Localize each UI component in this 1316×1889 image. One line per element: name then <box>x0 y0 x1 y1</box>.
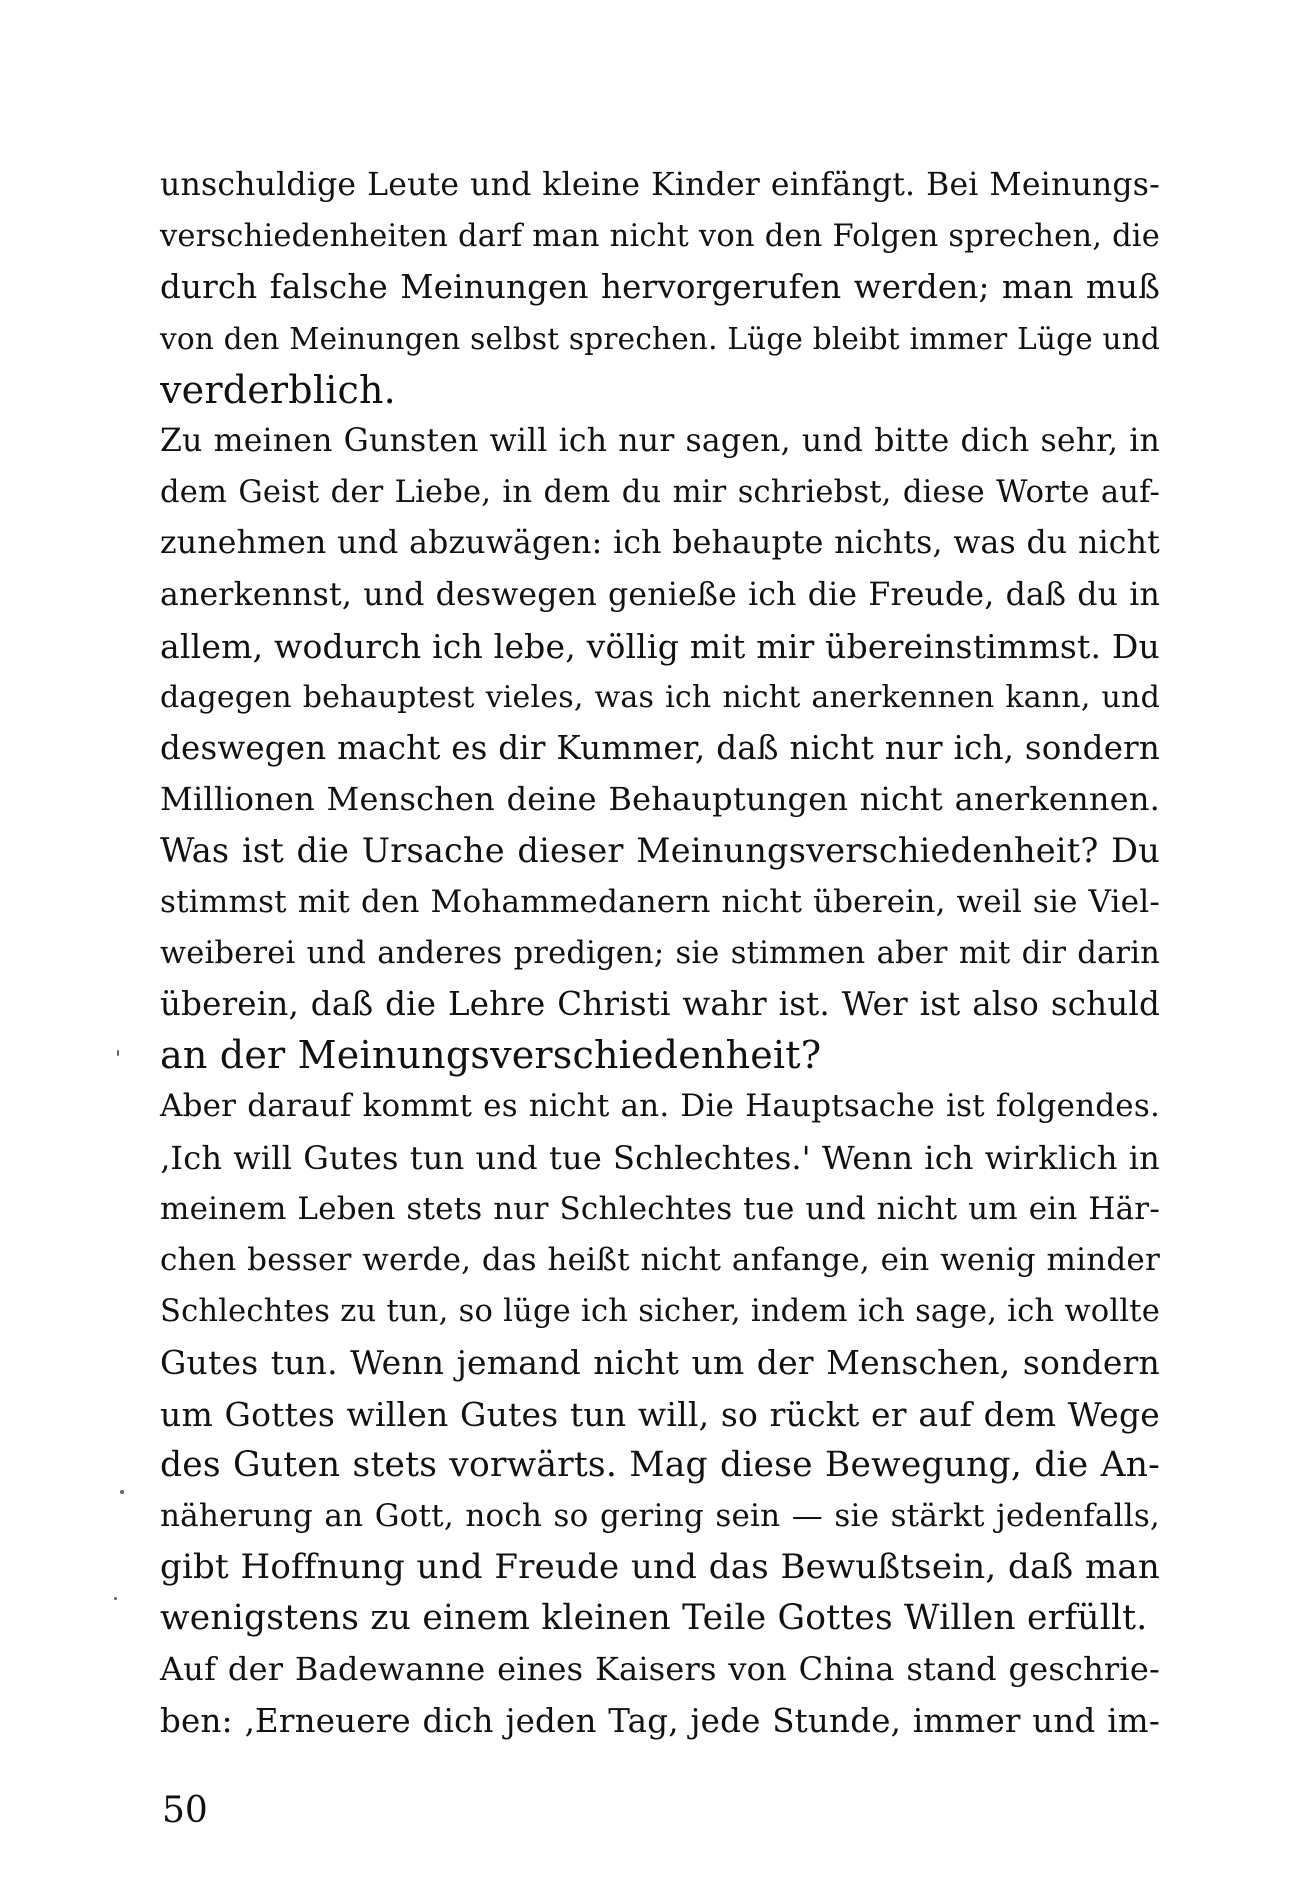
text-line: verderblich. <box>160 367 396 412</box>
text-line: überein, daß die Lehre Christi wahr ist. Wer ist also schuld <box>160 985 1160 1023</box>
text-line: Was ist die Ursache dieser Meinungsverschiedenheit? Du <box>160 831 1160 871</box>
text-line: weiberei und anderes predigen; sie stimmen aber mit dir darin <box>160 935 1160 971</box>
text-line: anerkennst, und deswegen genieße ich die Freude, daß du in <box>160 576 1160 613</box>
text-line: Zu meinen Gunsten will ich nur sagen, und bitte dich sehr, in <box>160 422 1160 459</box>
text-line: an der Meinungsverschiedenheit? <box>160 1033 822 1078</box>
text-line: Schlechtes zu tun, so lüge ich sicher, indem ich sage, ich wollte <box>160 1294 1160 1330</box>
text-line: ‚Ich will Gutes tun und tue Schlechtes.' Wenn ich wirklich in <box>160 1138 1160 1177</box>
text-line: zunehmen und abzuwägen: ich behaupte nichts, was du nicht <box>160 525 1160 562</box>
print-speck <box>117 1050 119 1056</box>
text-line: gibt Hoffnung und Freude und das Bewußtsein, daß man <box>160 1547 1160 1588</box>
text-line: näherung an Gott, noch so gering sein — sie stärkt jedenfalls, <box>160 1497 1160 1534</box>
text-line: verschiedenheiten darf man nicht von den Folgen sprechen, die <box>160 219 1160 255</box>
print-speck <box>114 1597 117 1600</box>
text-line: deswegen macht es dir Kummer, daß nicht nur ich, sondern <box>160 729 1160 768</box>
text-line: ben: ‚Erneuere dich jeden Tag, jede Stunde, immer und im- <box>160 1701 1160 1740</box>
text-line: Millionen Menschen deine Behauptungen nicht anerkennen. <box>160 780 1160 819</box>
text-line: von den Meinungen selbst sprechen. Lüge bleibt immer Lüge und <box>160 321 1160 356</box>
text-line: meinem Leben stets nur Schlechtes tue und nicht um ein Här- <box>160 1190 1160 1227</box>
print-speck <box>120 1490 124 1494</box>
text-line: um Gottes willen Gutes tun will, so rückt er auf dem Wege <box>160 1394 1160 1434</box>
text-line: durch falsche Meinungen hervorgerufen werden; man muß <box>160 268 1160 307</box>
text-line: Auf der Badewanne eines Kaisers von China stand geschrie- <box>160 1650 1160 1689</box>
text-line: wenigstens zu einem kleinen Teile Gottes Willen erfüllt. <box>160 1598 1148 1639</box>
text-line: dagegen behauptest vieles, was ich nicht anerkennen kann, und <box>160 679 1160 715</box>
text-line: Gutes tun. Wenn jemand nicht um der Menschen, sondern <box>160 1343 1160 1383</box>
text-line: dem Geist der Liebe, in dem du mir schriebst, diese Worte auf- <box>160 475 1160 511</box>
text-line: stimmst mit den Mohammedanern nicht überein, weil sie Viel- <box>160 883 1160 920</box>
text-line: chen besser werde, das heißt nicht anfange, ein wenig minder <box>160 1241 1160 1278</box>
text-line: allem, wodurch ich lebe, völlig mit mir übereinstimmst. Du <box>160 626 1160 666</box>
page-number: 50 <box>162 1790 208 1831</box>
text-line: Aber darauf kommt es nicht an. Die Hauptsache ist folgendes. <box>160 1088 1160 1125</box>
body-text <box>160 160 1160 1747</box>
text-line: unschuldige Leute und kleine Kinder einfängt. Bei Meinungs- <box>160 167 1160 203</box>
text-line: des Guten stets vorwärts. Mag diese Bewegung, die An- <box>160 1444 1160 1485</box>
